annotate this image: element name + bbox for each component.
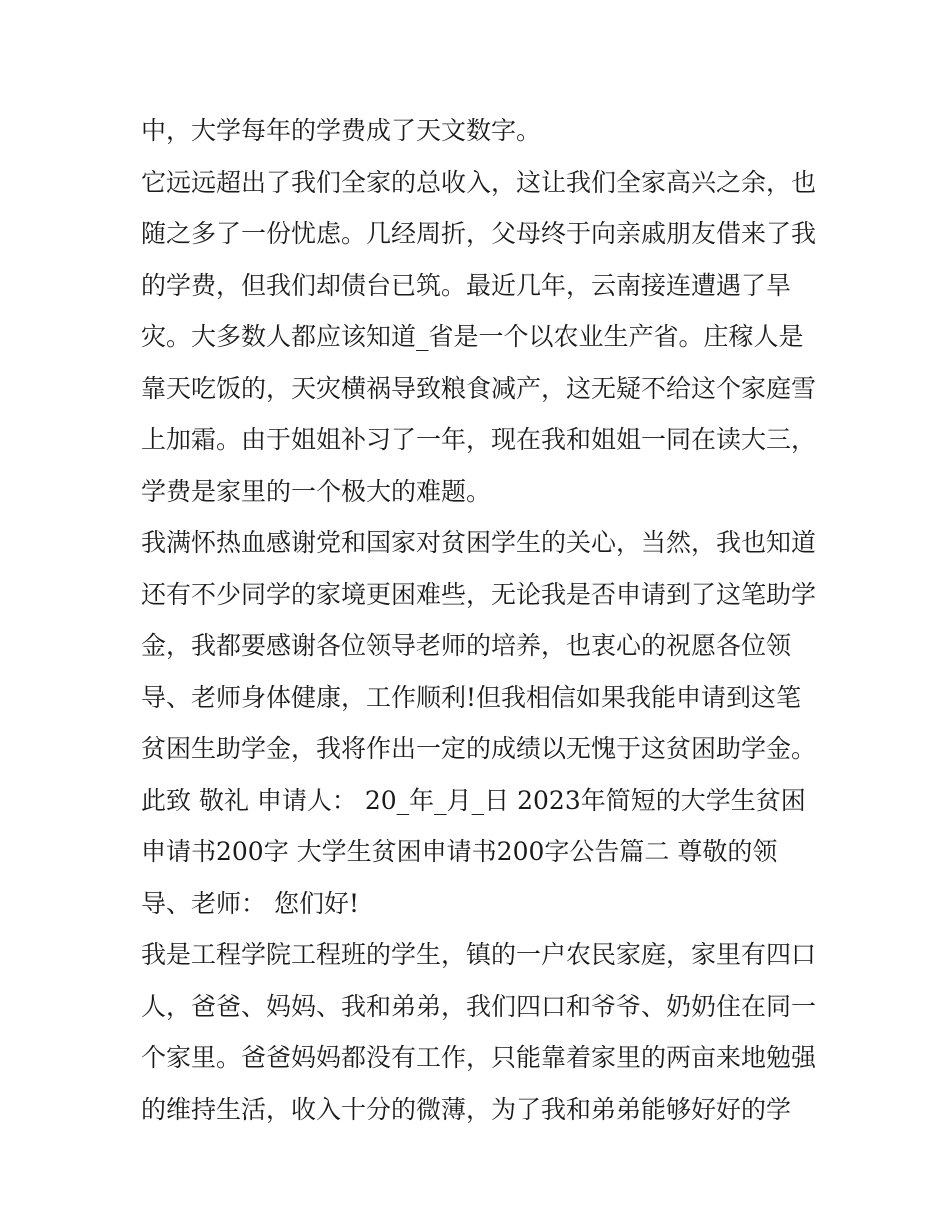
text-line: 我满怀热血感谢党和国家对贫困学生的关心，当然，我也知道 [141, 528, 817, 557]
text-line: 灾。大多数人都应该知道_省是一个以农业生产省。庄稼人是 [141, 322, 804, 351]
text-line: 学费是家里的一个极大的难题。 [141, 476, 492, 506]
body-text [141, 105, 821, 1135]
text-line: 我是工程学院工程班的学生，镇的一户农民家庭，家里有四口 [141, 940, 817, 969]
text-line: 贫困生助学金，我将作出一定的成绩以无愧于这贫困助学金。 [141, 734, 817, 763]
text-line: 随之多了一份忧虑。几经周折，父母终于向亲戚朋友借来了我 [141, 219, 817, 248]
text-line: 导、老师： 您们好! [141, 888, 359, 918]
text-line: 的维持生活，收入十分的微薄，为了我和弟弟能够好好的学 [141, 1094, 792, 1124]
text-line: 靠天吃饭的，天灾横祸导致粮食减产，这无疑不给这个家庭雪 [141, 373, 817, 403]
text-line: 金，我都要感谢各位领导老师的培养，也衷心的祝愿各位领 [141, 631, 792, 660]
text-line: 申请书200字 大学生贫困申请书200字公告篇二 尊敬的领 [141, 837, 778, 866]
text-line: 此致 敬礼 申请人： 20_年_月_日 2023年简短的大学生贫困 [141, 785, 806, 815]
text-line: 的学费，但我们却债台已筑。最近几年，云南接连遭遇了旱 [141, 270, 792, 300]
text-line: 个家里。爸爸妈妈都没有工作，只能靠着家里的两亩来地勉强 [141, 1043, 817, 1072]
text-line: 上加霜。由于姐姐补习了一年，现在我和姐姐一同在读大三， [141, 425, 817, 454]
text-line: 它远远超出了我们全家的总收入，这让我们全家高兴之余，也 [141, 167, 817, 197]
text-line: 导、老师身体健康，工作顺利!但我相信如果我能申请到这笔 [141, 682, 802, 712]
text-line: 中，大学每年的学费成了天文数字。 [141, 116, 542, 145]
text-line: 还有不少同学的家境更困难些，无论我是否申请到了这笔助学 [141, 579, 817, 609]
text-line: 人，爸爸、妈妈、我和弟弟，我们四口和爷爷、奶奶住在同一 [141, 991, 817, 1021]
